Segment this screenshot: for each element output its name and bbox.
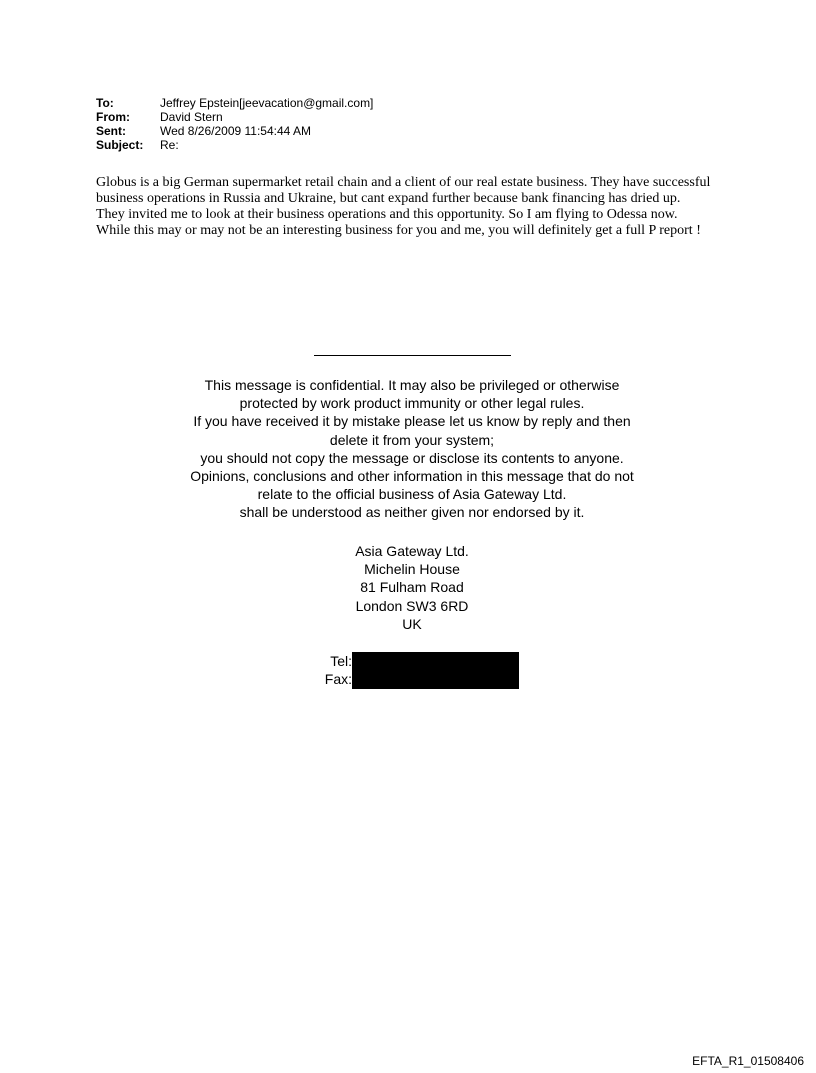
disclaimer-line: Opinions, conclusions and other information in this message that do not (190, 468, 634, 485)
header-value-from: David Stern (160, 110, 223, 124)
disclaimer-line: shall be understood as neither given nor endorsed by it. (239, 504, 585, 521)
header-row-from (96, 110, 373, 124)
disclaimer-line: delete it from your system; (329, 431, 495, 448)
email-body (96, 175, 726, 239)
disclaimer-line: you should not copy the message or disclose its contents to anyone. (200, 449, 624, 466)
header-value-sent: Wed 8/26/2009 11:54:44 AM (160, 124, 312, 138)
address-line: London SW3 6RD (355, 597, 469, 614)
body-paragraph: Globus is a big German supermarket retail chain and a client of our real estate business. They have successful business operations in Russia and Ukraine, but cant expand further because bank financing has dried up. (96, 175, 711, 206)
body-paragraph: While this may or may not be an interesting business for you and me, you will definitely get a full P report ! (96, 223, 701, 238)
header-value-to: Jeffrey Epstein[jeevacation@gmail.com] (160, 96, 374, 110)
company-address (262, 542, 562, 633)
email-headers (96, 96, 373, 152)
fax-label: Fax: (324, 671, 352, 687)
address-line: Michelin House (364, 561, 460, 578)
header-label-to: To: (96, 96, 114, 110)
header-row-subject (96, 138, 373, 152)
address-line: Asia Gateway Ltd. (355, 543, 469, 559)
disclaimer-line: This message is confidential. It may also be privileged or otherwise (204, 377, 620, 393)
header-label-from: From: (96, 110, 130, 124)
header-label-subject: Subject: (96, 138, 144, 152)
header-value-subject: Re: (160, 138, 179, 152)
header-row-sent (96, 124, 373, 138)
redaction-box (352, 652, 519, 689)
address-line: UK (402, 615, 422, 632)
body-paragraph: They invited me to look at their business operations and this opportunity. So I am flying to Odessa now. (96, 207, 678, 222)
header-label-sent: Sent: (96, 124, 126, 138)
header-row-to (96, 96, 373, 110)
disclaimer-line: If you have received it by mistake please let us know by reply and then (193, 413, 631, 430)
disclaimer-line: protected by work product immunity or other legal rules. (239, 395, 585, 412)
signature-divider (314, 355, 511, 356)
address-line: 81 Fulham Road (360, 579, 464, 596)
confidentiality-disclaimer (100, 376, 724, 522)
document-id: EFTA_R1_01508406 (692, 1054, 804, 1068)
disclaimer-line: relate to the official business of Asia Gateway Ltd. (257, 486, 567, 503)
tel-label: Tel: (330, 653, 352, 669)
